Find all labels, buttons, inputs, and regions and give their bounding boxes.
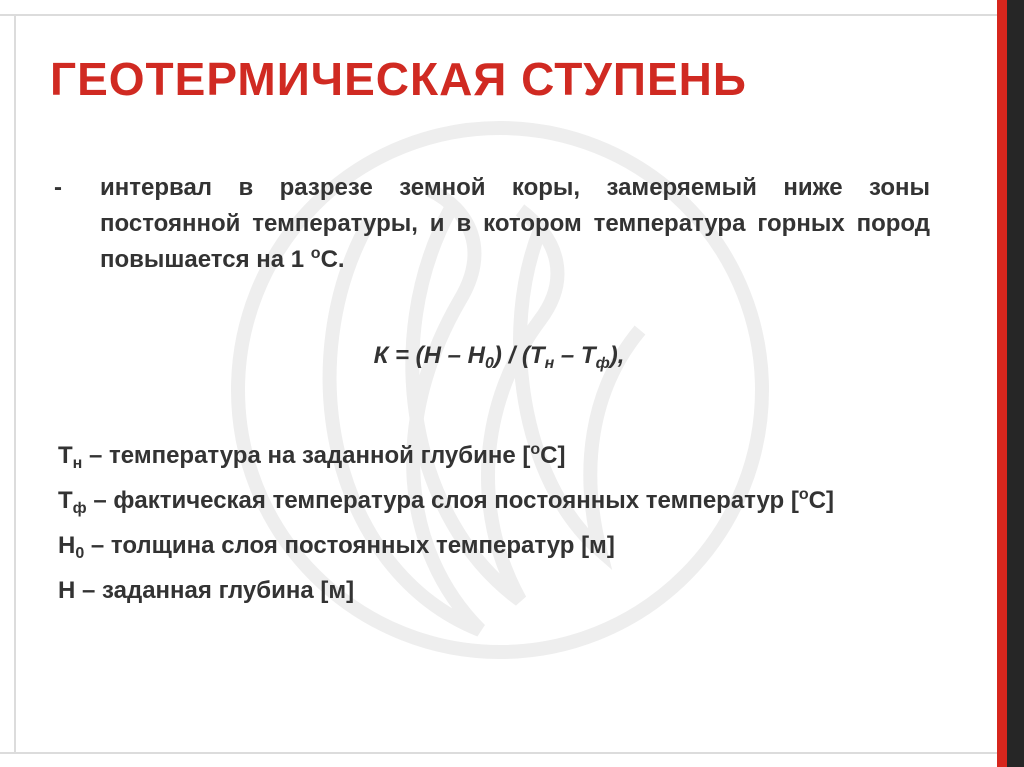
legend-subscript: 0 <box>75 545 85 562</box>
frame-top-border <box>0 14 998 16</box>
degree-sign: о <box>798 486 809 503</box>
legend-item-h0 <box>58 530 933 562</box>
legend-text-end: С] <box>540 442 566 469</box>
frame-left-border <box>14 14 16 754</box>
legend-text-end: С] <box>808 487 834 514</box>
definition-text <box>100 170 930 278</box>
legend-text: – фактическая температура слоя постоянных температур [ <box>86 487 799 514</box>
formula-part: ) / (Т <box>493 342 545 369</box>
legend-subscript: ф <box>72 500 87 517</box>
formula-part: – Т <box>554 342 596 369</box>
bullet-dash: - <box>54 174 62 201</box>
degree-sign: о <box>530 441 541 458</box>
formula-subscript: н <box>544 355 555 372</box>
definition-text-end: С. <box>320 246 345 273</box>
definition-text-part: интервал в разрезе земной коры, замеряемый ниже зоны постоянной температуры, и в котором температура горных пород повышается на 1 <box>100 174 930 273</box>
legend-item-tn <box>58 440 933 472</box>
variables-legend <box>58 440 933 620</box>
dark-side-strip <box>1007 0 1024 767</box>
formula <box>0 342 998 370</box>
legend-symbol: Н <box>58 532 76 559</box>
frame-bottom-border <box>0 752 998 754</box>
formula-part: К = (Н – Н <box>373 342 486 369</box>
legend-item-tf <box>58 485 933 517</box>
legend-subscript: н <box>72 455 83 472</box>
legend-symbol: Т <box>58 442 73 469</box>
formula-subscript: 0 <box>485 355 494 372</box>
formula-subscript: ф <box>595 355 610 372</box>
legend-text: Н – заданная глубина [м] <box>58 577 355 604</box>
legend-text: – температура на заданной глубине [ <box>82 442 531 469</box>
legend-item-h <box>58 575 933 607</box>
page-title: ГЕОТЕРМИЧЕСКАЯ СТУПЕНЬ <box>50 53 747 105</box>
legend-symbol: Т <box>58 487 73 514</box>
legend-text: – толщина слоя постоянных температур [м] <box>84 532 615 559</box>
definition-paragraph <box>54 170 930 278</box>
accent-strip <box>997 0 1007 767</box>
formula-part: ), <box>609 342 625 369</box>
degree-sign: о <box>310 245 321 262</box>
